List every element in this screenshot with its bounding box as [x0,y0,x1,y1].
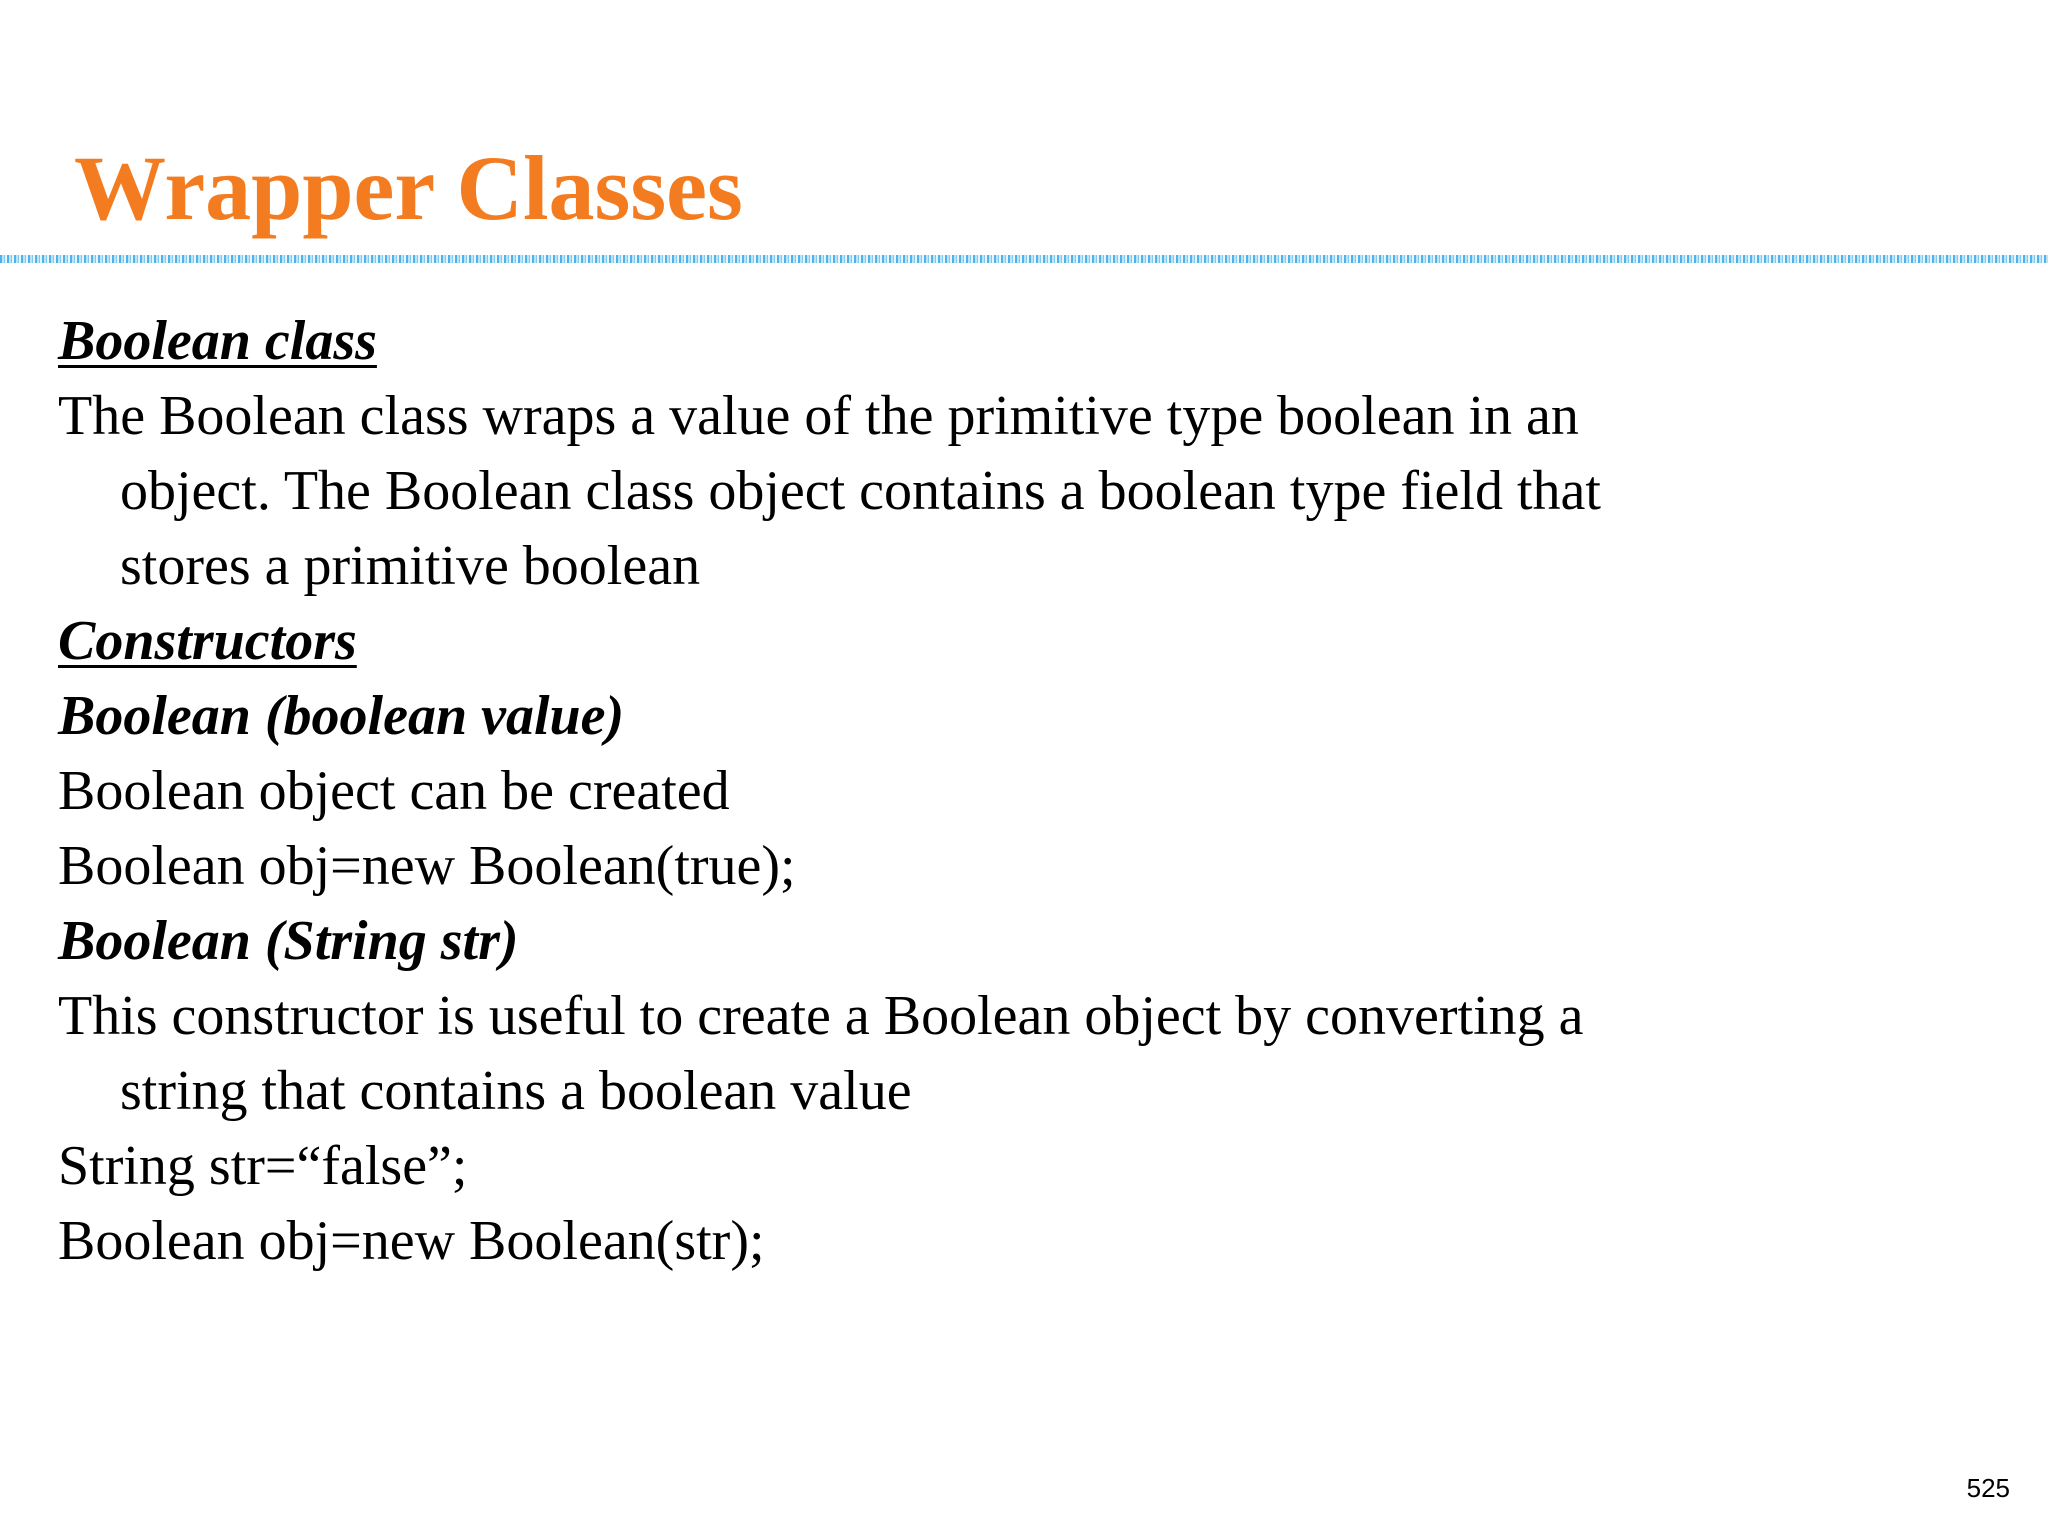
constructor-2-signature: Boolean (String str) [58,910,519,972]
title-divider [0,255,2048,263]
page-number: 525 [1966,1473,2010,1503]
constructor-1-example: Boolean obj=new Boolean(true); [58,835,796,897]
slide-title: Wrapper Classes [74,137,743,239]
constructor-2-description-line-2: string that contains a boolean value [120,1060,912,1122]
constructors-heading: Constructors [58,610,357,672]
boolean-class-heading: Boolean class [58,310,377,372]
constructor-2-example-line-2: Boolean obj=new Boolean(str); [58,1210,765,1272]
slide-content [58,304,1958,1279]
constructor-1-signature: Boolean (boolean value) [58,685,625,747]
boolean-class-description-line-2: object. The Boolean class object contains a boolean type field that [120,460,1601,522]
constructor-2-example-line-1: String str=“false”; [58,1135,468,1197]
boolean-class-description-line-1: The Boolean class wraps a value of the primitive type boolean in an [58,385,1579,447]
constructor-2-description-line-1: This constructor is useful to create a Boolean object by converting a [58,985,1584,1047]
constructor-1-description: Boolean object can be created [58,760,730,822]
boolean-class-description-line-3: stores a primitive boolean [120,535,701,597]
